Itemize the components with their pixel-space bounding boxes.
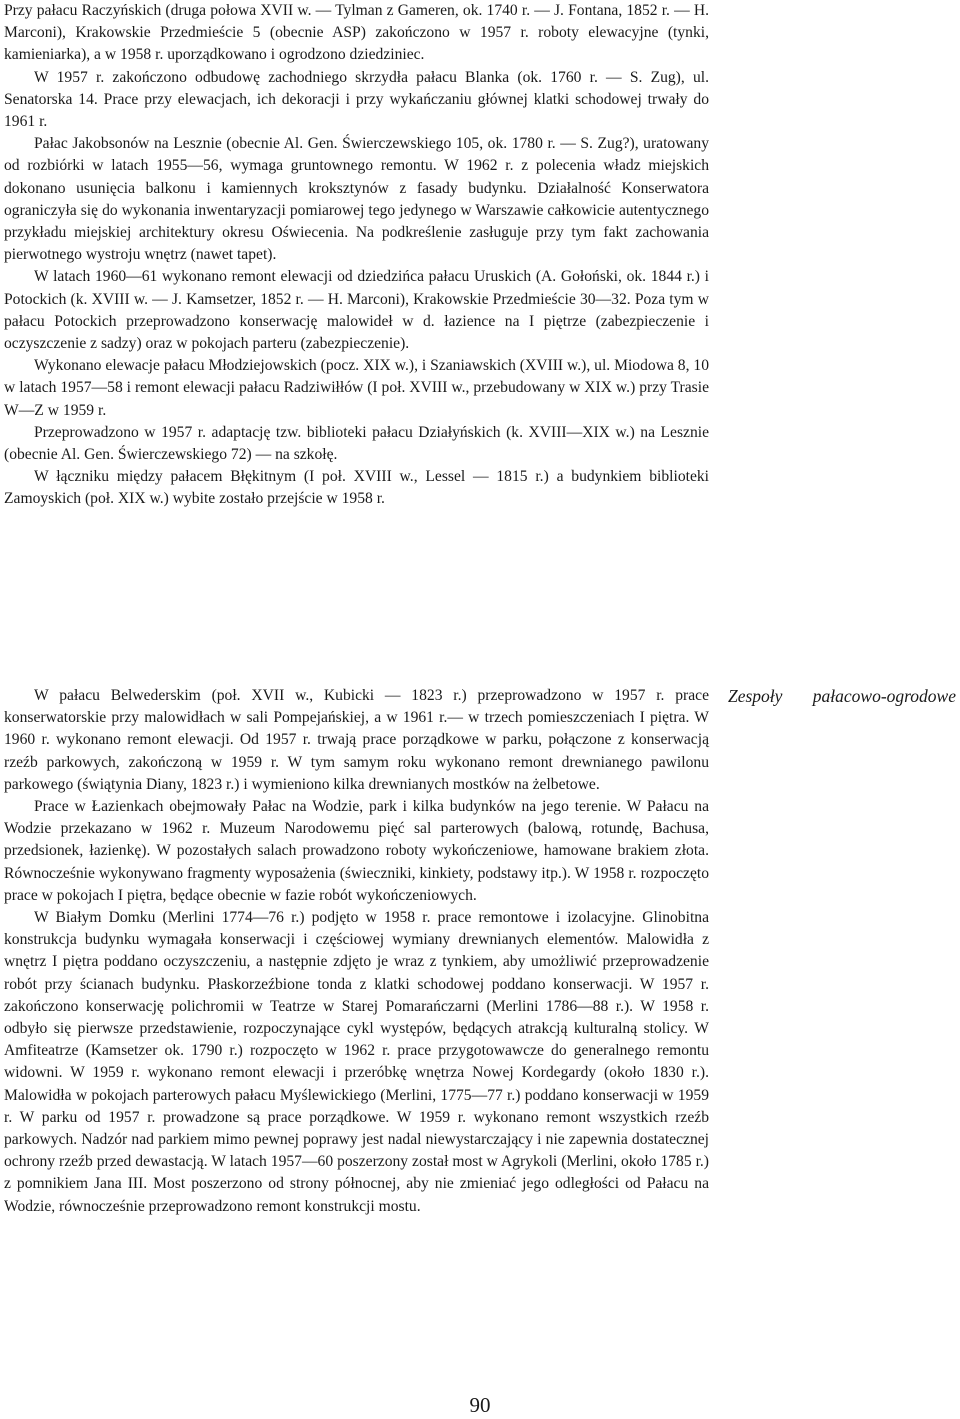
- paragraph-uruskich-potockich: W latach 1960—61 wykonano remont elewacji od dziedzińca pałacu Uruskich (A. Gołoński, ok. 1844 r.) i Potockich (k. XVIII w. — J. Kamsetzer, 1852 r. — H. Marconi), Krakowskie Przedmieście 30—32. Poza tym w pałacu Potockich przeprowadzono konserwację malowideł w d. łazience na I piętrze (zabezpieczenie i oczyszczenie z sadzy) oraz w pokojach parteru (zabezpieczenie).: [4, 268, 709, 353]
- paragraph-lazienki: Prace w Łazienkach obejmowały Pałac na Wodzie, park i kilka budynków na jego terenie. W Pałacu na Wodzie przekazano w 1962 r. Muzeum Narodowemu pięć sal parterowych (balową, rotundę, Bachusa, przedsionek, łazienkę). W pozostałych salach prowadzono roboty wykończeniowe, hamowane brakiem złota. Równocześnie wykonywano fragmenty wyposażenia (świeczniki, kinkiety, podstawy itp.). W 1958 r. rozpoczęto prace w pokojach I piętra, będące obecnie w fazie robót wykończeniowych.: [4, 798, 709, 904]
- page-number: 90: [469, 1393, 491, 1417]
- paragraph-mlodziejowskich: Wykonano elewacje pałacu Młodziejowskich (pocz. XIX w.), i Szaniawskich (XVIII w.), ul. Miodowa 8, 10 w latach 1957—58 i remont elewacji pałacu Radziwiłłów (I poł. XVIII w., przebudowany w XIX w.) przy Trasie W—Z w 1959 r.: [4, 357, 709, 419]
- marginal-section-heading: Zespoły pałacowo-ogrodowe: [728, 686, 956, 706]
- paragraph-blekitny: W łączniku między pałacem Błękitnym (I poł. XVIII w., Lessel — 1815 r.) a budynkiem biblioteki Zamoyskich (poł. XIX w.) wybite zostało przejście w 1958 r.: [4, 468, 709, 508]
- bottom-text-block: [4, 685, 709, 1218]
- paragraph-jakobsonow: Pałac Jakobsonów na Lesznie (obecnie Al. Gen. Świerczewskiego 105, ok. 1780 r. — S. Zug?), uratowany od rozbiórki w latach 1955—56, wymaga gruntownego remontu. W 1962 r. z polecenia władz miejskich dokonano usunięcia balkonu i kamiennych kroksztynów z fasady budynku. Działalność Konserwatora ograniczyła się do wykonania inwentaryzacji pomiarowej tego jedynego w Warszawie całkowicie autentycznego przykładu miejskiej architektury okresu Oświecenia. Na podkreślenie zasługuje przy tym fakt zachowania pierwotnego wystroju wnętrz (nawet tapet).: [4, 135, 709, 264]
- paragraph-dzialynskich: Przeprowadzono w 1957 r. adaptację tzw. biblioteki pałacu Działyńskich (k. XVIII—XIX w.) na Lesznie (obecnie Al. Gen. Świerczewskiego 72) — na szkołę.: [4, 423, 709, 464]
- paragraph-blanka: W 1957 r. zakończono odbudowę zachodniego skrzydła pałacu Blanka (ok. 1760 r. — S. Zug), ul. Senatorska 14. Prace przy elewacjach, ich dekoracji i przy wykańczaniu głównej klatki schodowej trwały do 1961 r.: [4, 68, 709, 131]
- top-text-block: [4, 0, 709, 511]
- paragraph-belwederskim: W pałacu Belwederskim (poł. XVII w., Kubicki — 1823 r.) przeprowadzono w 1957 r. prace konserwatorskie przy malowidłach w sali Pompejańskiej, a w 1961 r.— w trzech pomieszczeniach I piętra. W 1960 r. wykonano remont elewacji. Od 1957 r. trwają prace porządkowe w parku, połączone z konserwacją rzeźb parkowych, zakończoną w 1959 r. W tym samym roku wykonano remont drewnianego pawilonu parkowego (świątynia Diany, 1823 r.) i wymieniono kilka drewnianych mostków na żelbetowe.: [4, 687, 709, 793]
- paragraph-raczynskich: Przy pałacu Raczyńskich (druga połowa XVII w. — Tylman z Gameren, ok. 1740 r. — J. Fontana, 1852 r. — H. Marconi), Krakowskie Przedmieście 5 (obecnie ASP) zakończono w 1957 r. roboty elewacyjne (tynki, kamieniarka), a w 1958 r. uporządkowano i ogrodzono dziedziniec.: [4, 2, 709, 64]
- paragraph-bialy-domek: W Białym Domku (Merlini 1774—76 r.) podjęto w 1958 r. prace remontowe i izolacyjne. Glinobitna konstrukcja budynku wymagała konserwacji i częściowej wymiany drewnianych elementów. Malowidła z wnętrz I piętra poddano oczyszczeniu, a następnie zdjęto je wraz z tynkiem, aby umożliwić przeprowadzenie robót przy ścianach budynku. Płaskorzeźbione tonda z klatki schodowej poddano konserwacji. W 1957 r. zakończono konserwację polichromii w Teatrze w Starej Pomarańczarni (Merlini 1786—88 r.). W 1958 r. odbyło się pierwsze przedstawienie, rozpoczynające cykl występów, będących atrakcją kulturalną stolicy. W Amfiteatrze (Kamsetzer ok. 1790 r.) rozpoczęto w 1962 r. prace przygotowawcze do generalnego remontu widowni. W 1959 r. wykonano remont elewacji i przeróbkę wnętrza Nowej Kordegardy (około 1830 r.). Malowidła w pokojach parterowych pałacu Myślewickiego (Merlini, 1775—77 r.) poddano konserwacji w 1959 r. W parku od 1957 r. prowadzone są prace porządkowe. W 1959 r. wykonano remont wszystkich rzeźb parkowych. Nadzór nad parkiem mimo pewnej poprawy jest nadal niewystarczający i nie zapewnia dostatecznej ochrony rzeźb przed dewastacją. W latach 1957—60 poszerzony został most w Agrykoli (Merlini, około 1785 r.) z pomnikiem Jana III. Most poszerzono od strony północnej, aby nie zmieniać jego odległości od Pałacu na Wodzie, równocześnie przeprowadzono remont konstrukcji mostu.: [4, 909, 709, 1215]
